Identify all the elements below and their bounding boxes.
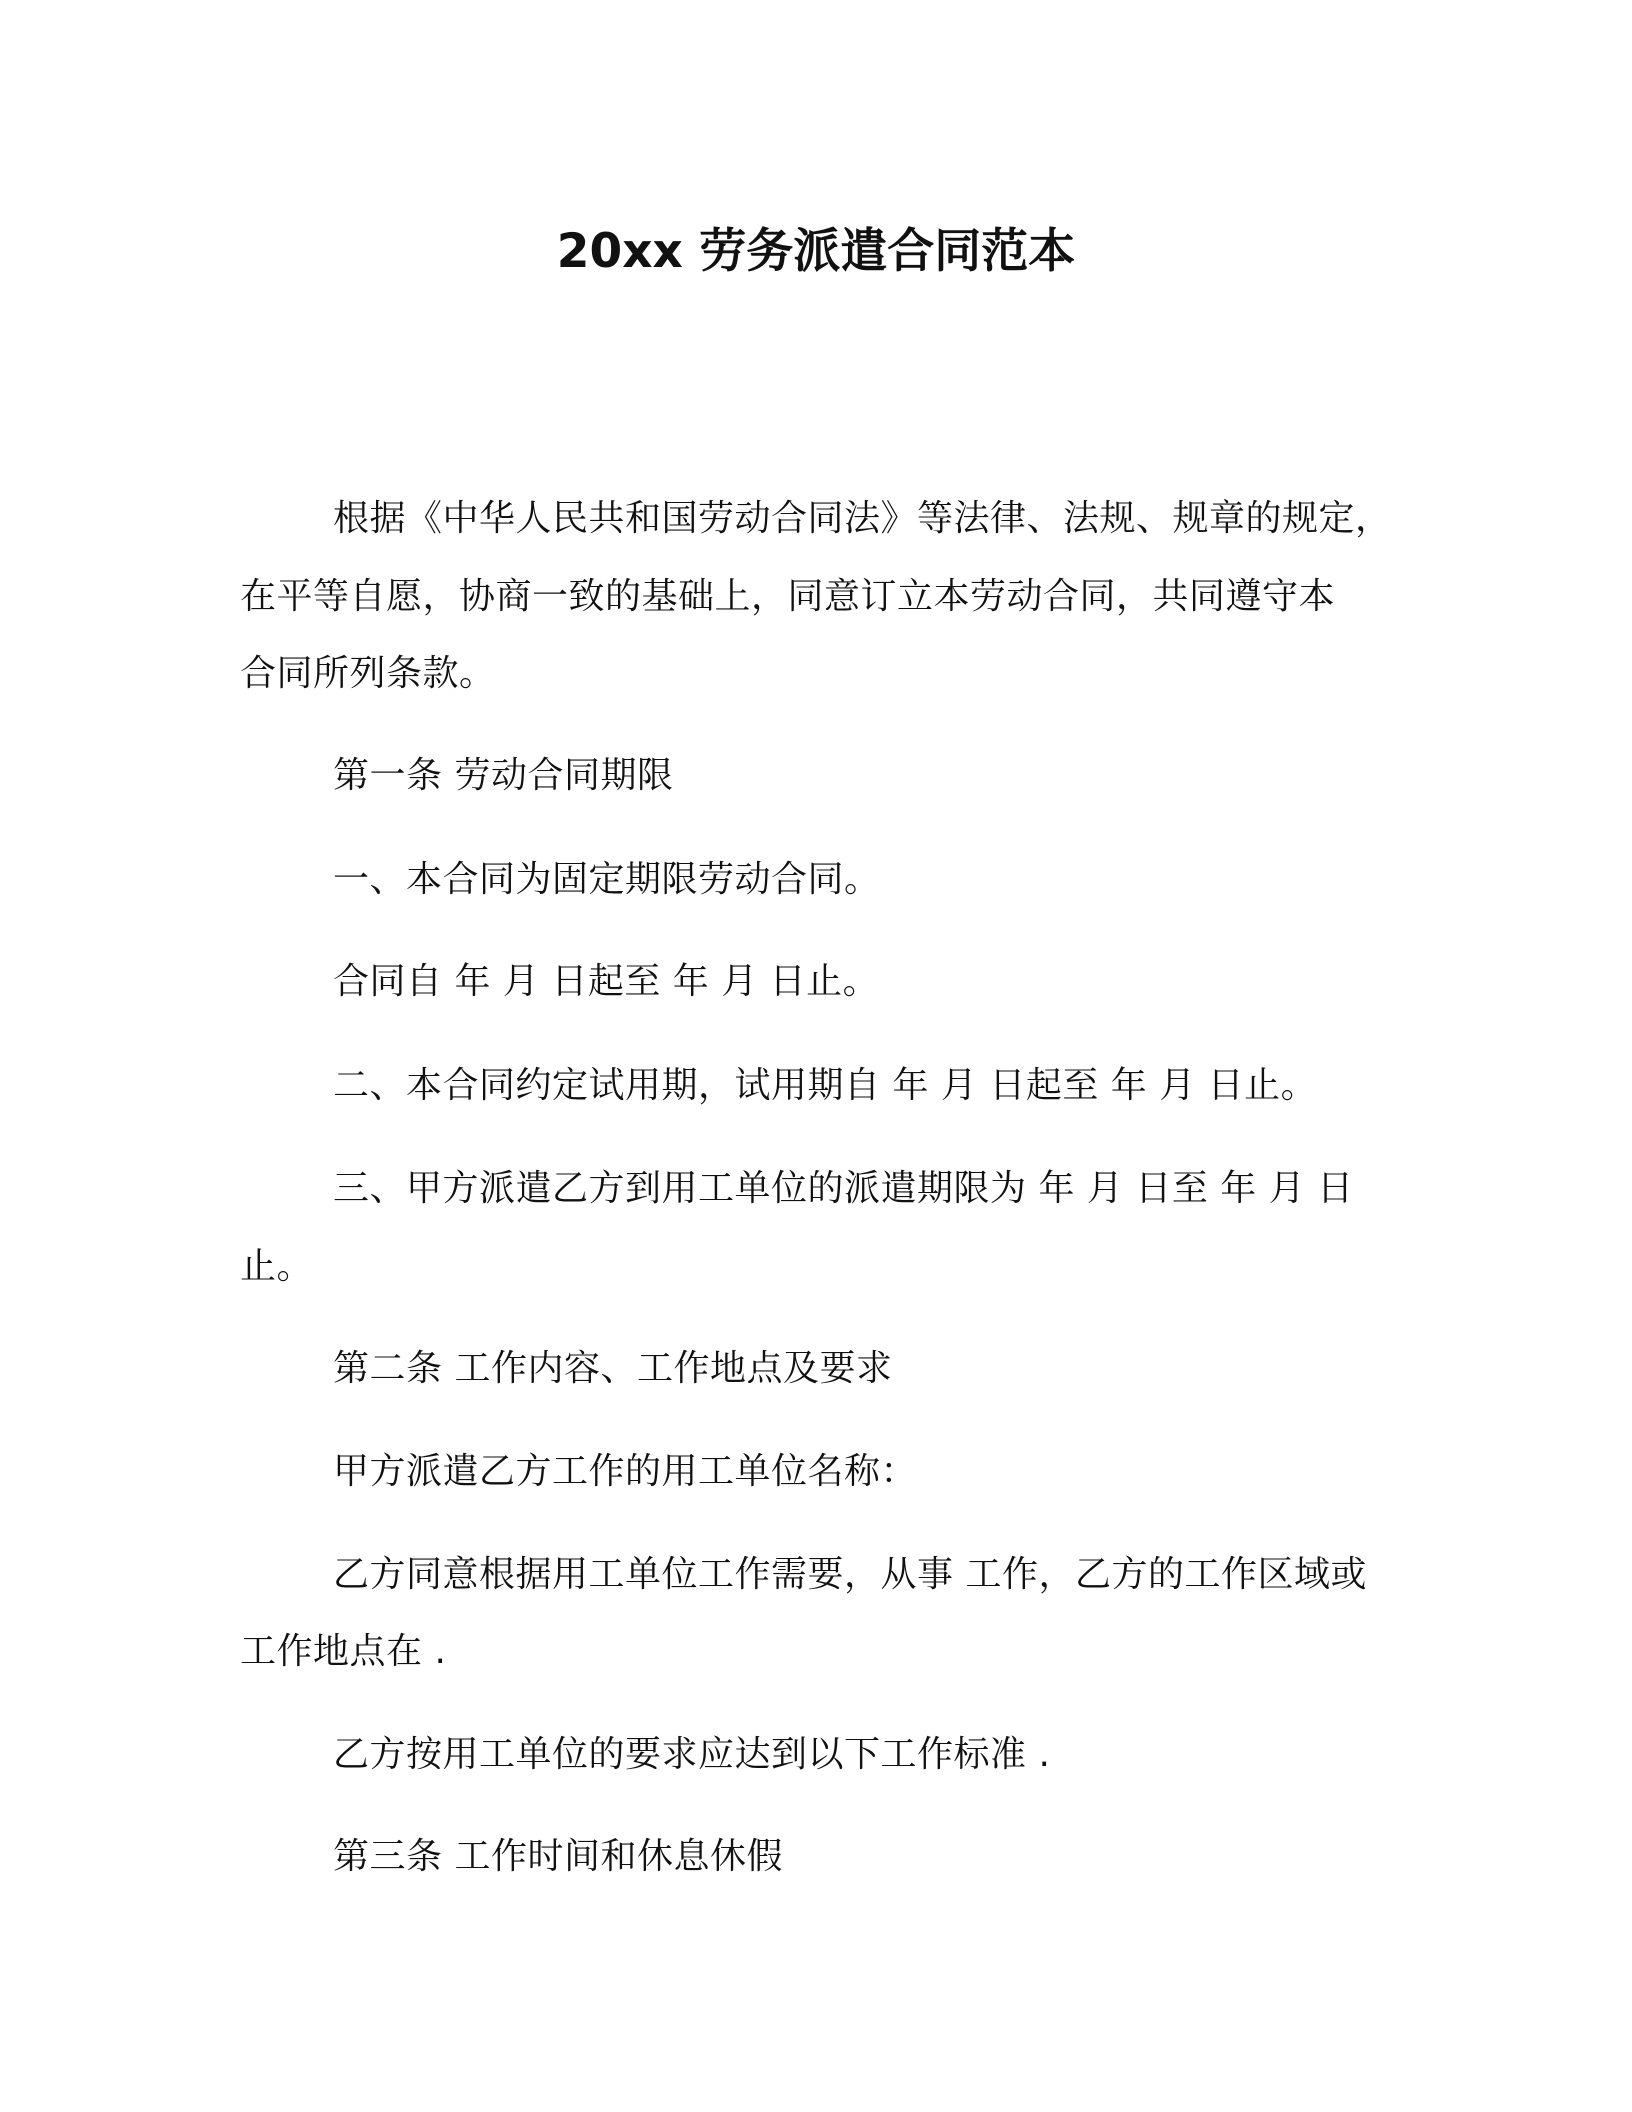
article-2-work-standard: 乙方按用工单位的要求应达到以下工作标准 . <box>333 1734 1051 1775</box>
article-2-heading: 第二条 工作内容、工作地点及要求 <box>333 1348 893 1389</box>
preamble-line-3: 合同所列条款。 <box>240 653 496 694</box>
preamble-line-2: 在平等自愿，协商一致的基础上，同意订立本劳动合同，共同遵守本 <box>240 576 1336 617</box>
article-3-heading: 第三条 工作时间和休息休假 <box>333 1836 783 1877</box>
article-1-clause-1: 一、本合同为固定期限劳动合同。 <box>333 859 881 900</box>
article-1-clause-2: 二、本合同约定试用期，试用期自 年 月 日起至 年 月 日止。 <box>333 1065 1318 1106</box>
article-1-clause-3: 三、甲方派遣乙方到用工单位的派遣期限为 年 月 日至 年 月 日 <box>333 1168 1354 1209</box>
article-2-employer-name: 甲方派遣乙方工作的用工单位名称： <box>333 1451 918 1492</box>
article-1-heading: 第一条 劳动合同期限 <box>333 755 674 796</box>
article-1-term: 合同自 年 月 日起至 年 月 日止。 <box>333 961 880 1002</box>
preamble-line-1: 根据《中华人民共和国劳动合同法》等法律、法规、规章的规定， <box>333 498 1392 539</box>
article-2-work-location: 工作地点在 . <box>240 1631 447 1672</box>
document-title: 20xx 劳务派遣合同范本 <box>556 224 1076 279</box>
article-2-work-content: 乙方同意根据用工单位工作需要，从事 工作，乙方的工作区域或 <box>333 1554 1367 1595</box>
article-1-clause-3-cont: 止。 <box>240 1246 314 1287</box>
